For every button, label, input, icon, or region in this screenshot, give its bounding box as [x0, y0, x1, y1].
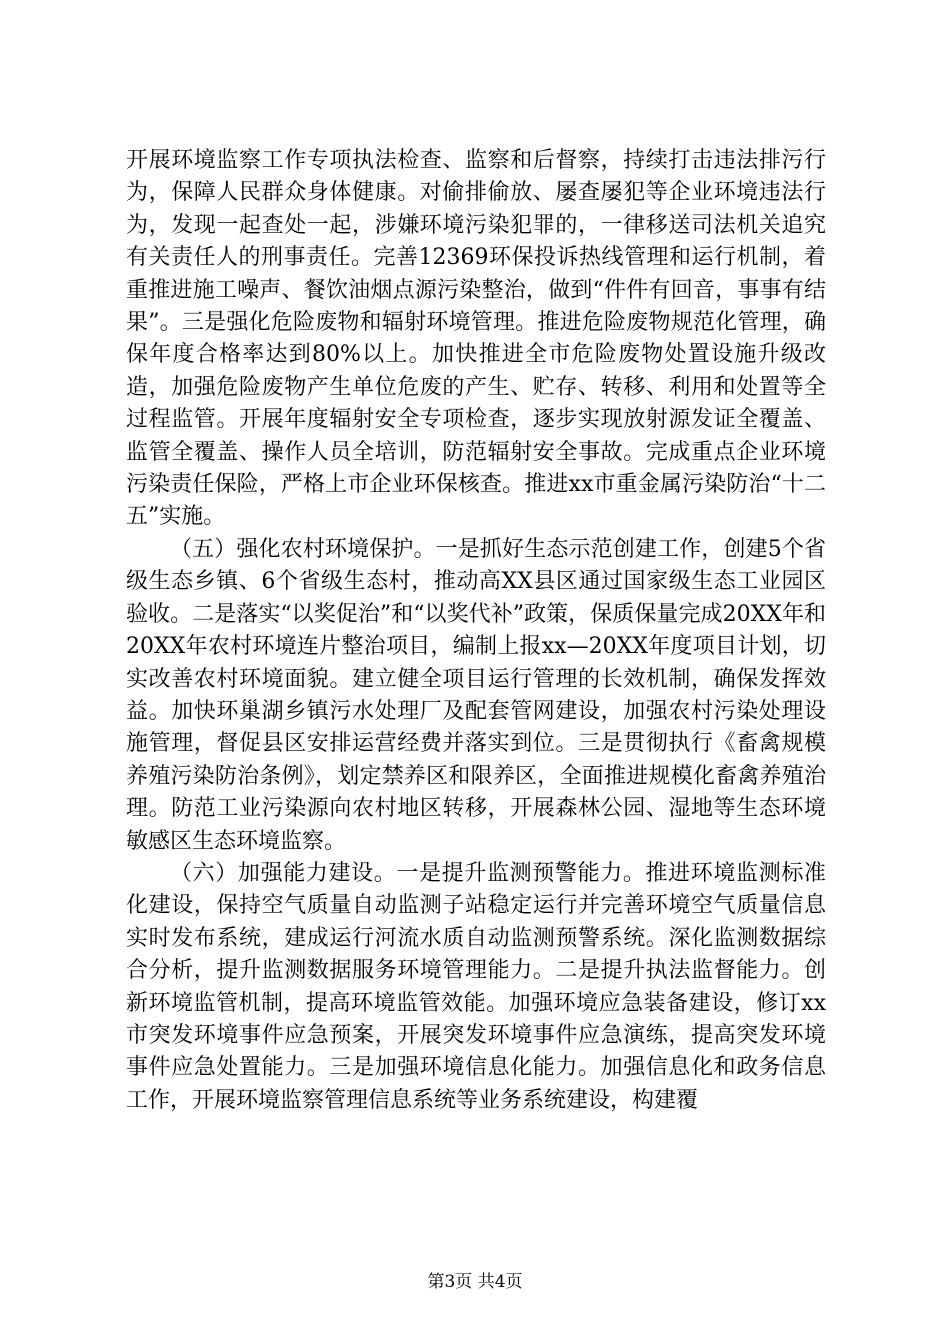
page-number-footer: 第3页 共4页 — [427, 1272, 523, 1292]
paragraph-1: 开展环境监察工作专项执法检查、监察和后督察，持续打击违法排污行为，保障人民群众身体健康。对偷排偷放、屡查屡犯等企业环境违法行为，发现一起查处一起，涉嫌环境污染犯罪的，一律移送司法机关追究有关责任人的刑事责任。完善12369环保投诉热线管理和运行机制，着重推进施工噪声、餐饮油烟点源污染整治，做到“件件有回音，事事有结果”。三是强化危险废物和辐射环境管理。推进危险废物规范化管理，确保年度合格率达到80%以上。加快推进全市危险废物处置设施升级改造，加强危险废物产生单位危废的产生、贮存、转移、利用和处置等全过程监管。开展年度辐射安全专项检查，逐步实现放射源发证全覆盖、监管全覆盖、操作人员全培训，防范辐射安全事故。完成重点企业环境污染责任保险，严格上市企业环保核查。推进xx市重金属污染防治“十二五”实施。 — [126, 148, 826, 530]
paragraph-3: （六）加强能力建设。一是提升监测预警能力。推进环境监测标准化建设，保持空气质量自动监测子站稳定运行并完善环境空气质量信息实时发布系统，建成运行河流水质自动监测预警系统。深化监测数据综合分析，提升监测数据服务环境管理能力。二是提升执法监督能力。创新环境监管机制，提高环境监管效能。加强环境应急装备建设，修订xx市突发环境事件应急预案，开展突发环境事件应急演练，提高突发环境事件应急处置能力。三是加强环境信息化能力。加强信息化和政务信息工作，开展环境监察管理信息系统等业务系统建设，构建覆 — [126, 860, 826, 1113]
paragraph-2: （五）强化农村环境保护。一是抓好生态示范创建工作，创建5个省级生态乡镇、6个省级生态村，推动高XX县区通过国家级生态工业园区验收。二是落实“以奖促治”和“以奖代补”政策，保质保量完成20XX年和20XX年农村环境连片整治项目，编制上报xx—20XX年度项目计划，切实改善农村环境面貌。建立健全项目运行管理的长效机制，确保发挥效益。加快环巢湖乡镇污水处理厂及配套管网建设，加强农村污染处理设施管理，督促县区安排运营经费并落实到位。三是贯彻执行《畜禽规模养殖污染防治条例》，划定禁养区和限养区，全面推进规模化畜禽养殖治理。防范工业污染源向农村地区转移，开展森林公园、湿地等生态环境敏感区生态环境监察。 — [126, 536, 826, 854]
document-body — [126, 145, 826, 1117]
